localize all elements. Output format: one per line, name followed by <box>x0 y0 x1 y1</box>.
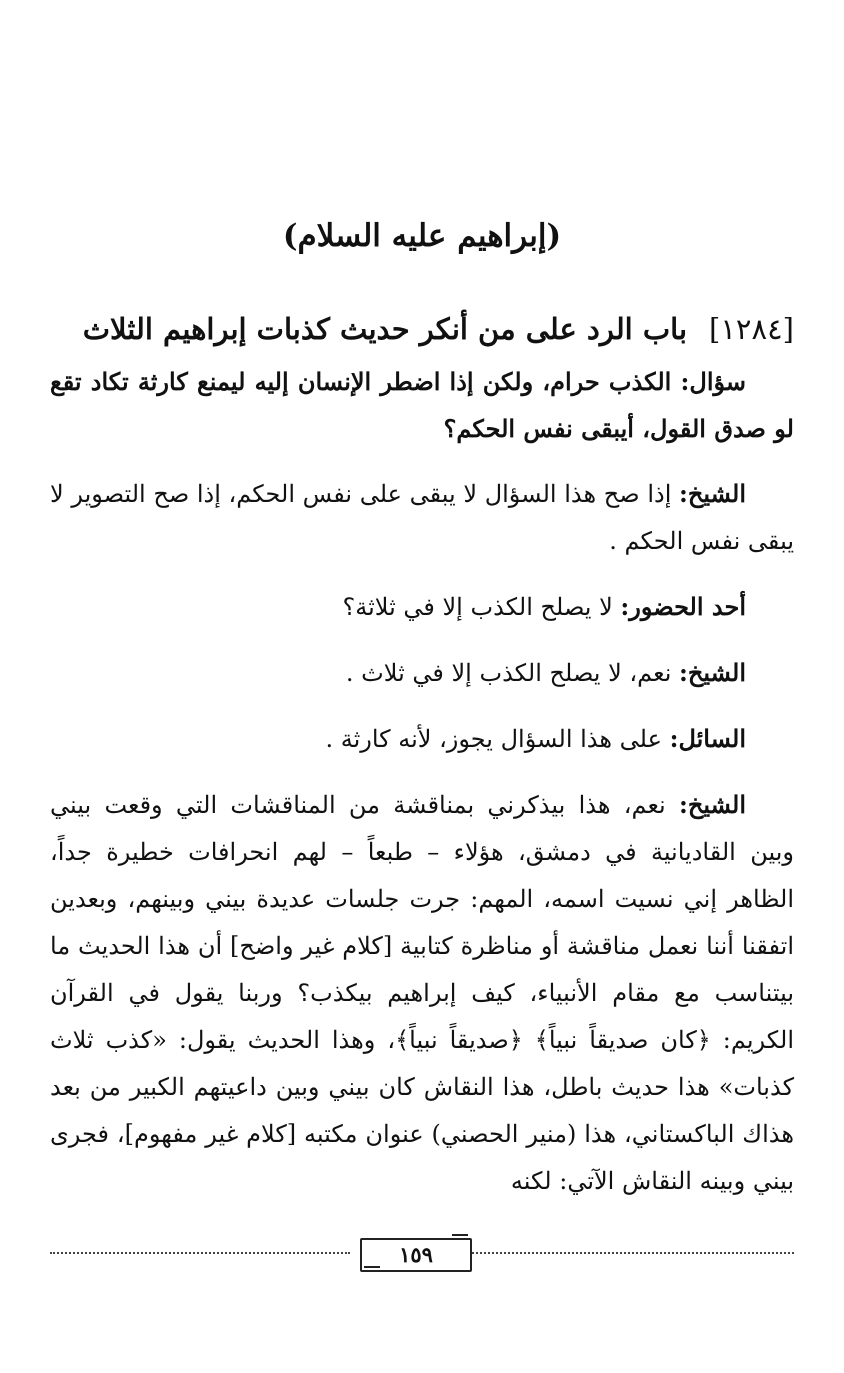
section-heading <box>50 304 794 354</box>
frame-ornament-icon <box>452 1234 468 1244</box>
question-paragraph <box>50 358 794 452</box>
footer-rule-left <box>50 1252 350 1254</box>
frame-ornament-icon <box>364 1266 380 1276</box>
page-number: ١٥٩ <box>399 1242 433 1267</box>
paragraph-text: لا يصلح الكذب إلا في ثلاثة؟ <box>342 593 621 621</box>
speaker-label: الشيخ: <box>679 658 746 687</box>
dialogue-line <box>50 715 794 763</box>
speaker-label: الشيخ: <box>679 790 746 819</box>
speaker-label: سؤال: <box>680 367 746 396</box>
section-title: باب الرد على من أنكر حديث كذبات إبراهيم الثلاث <box>82 312 688 346</box>
answer-paragraph <box>50 781 794 1205</box>
dialogue-line <box>50 583 794 631</box>
speaker-label: الشيخ: <box>679 479 746 508</box>
paragraph-text: الكذب حرام، ولكن إذا اضطر الإنسان إليه ليمنع كارثة تكاد تقع لو صدق القول، أيبقى نفس الحكم؟ <box>50 367 794 443</box>
section-number: [١٢٨٤] <box>709 312 794 346</box>
page-body <box>50 358 794 1223</box>
footer-rule-right <box>472 1252 794 1254</box>
paragraph-text: إذا صح هذا السؤال لا يبقى على نفس الحكم، إذا صح التصوير لا يبقى نفس الحكم . <box>50 480 794 555</box>
speaker-label: السائل: <box>669 724 746 753</box>
paragraph-text: نعم، هذا بيذكرني بمناقشة من المناقشات التي وقعت بيني وبين القاديانية في دمشق، هؤلاء – طبعاً – لهم انحرافات خطيرة جداً، الظاهر إني نسيت اسمه، المهم: جرت جلسات عديدة بيني وبينهم، وبعدين اتفقنا أننا نعمل مناقشة أو مناظرة كتابية [كلام غير واضح] أن هذا الحديث ما بيتناسب مع مقام الأنبياء، كيف إبراهيم بيكذب؟ وربنا يقول في القرآن الكريم: ﴿كان صديقاً نبياً﴾ ﴿صديقاً نبياً﴾، وهذا الحديث يقول: «كذب ثلاث كذبات» هذا حديث باطل، هذا النقاش كان بيني وبين داعيتهم الكبير من بعد هذاك الباكستاني، هذا (منير الحصني) عنوان مكتبه [كلام غير مفهوم]، فجرى بيني وبينه النقاش الآتي: لكنه <box>50 791 794 1195</box>
page-footer <box>50 1238 794 1270</box>
paragraph-text: على هذا السؤال يجوز، لأنه كارثة . <box>325 725 670 753</box>
paragraph-text: نعم، لا يصلح الكذب إلا في ثلاث . <box>345 659 680 687</box>
speaker-label: أحد الحضور: <box>620 592 746 621</box>
answer-paragraph <box>50 470 794 565</box>
page-number-frame <box>360 1238 472 1272</box>
dialogue-line <box>50 649 794 697</box>
chapter-title: (إبراهيم عليه السلام) <box>282 218 562 254</box>
